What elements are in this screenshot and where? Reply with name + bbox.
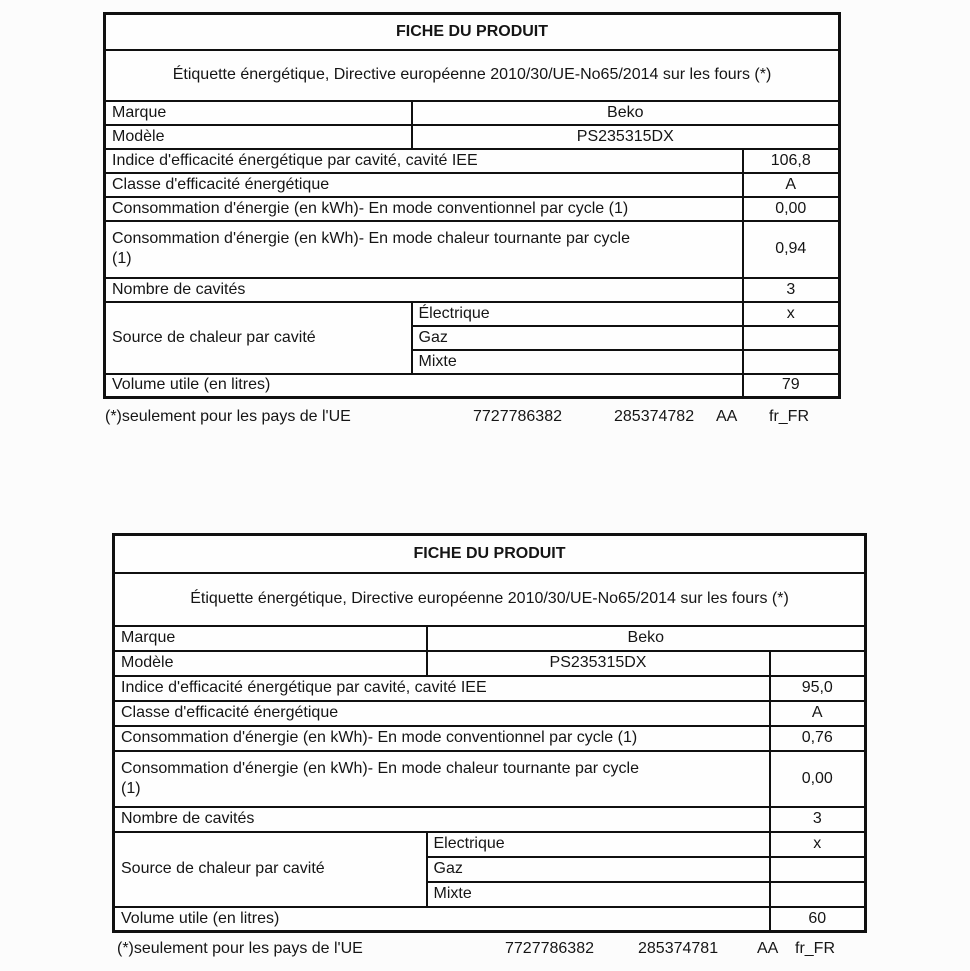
table-row [114,726,866,751]
marque-label: Marque [105,101,412,125]
marque-label: Marque [114,626,427,651]
nombre-cavites-label: Nombre de cavités [105,278,743,302]
fiche-title: FICHE DU PRODUIT [114,535,866,573]
source-option-gaz-value [743,326,840,350]
table-row [105,101,840,125]
footer-locale: fr_FR [769,408,809,425]
conso-tournante-value: 0,00 [770,751,866,807]
volume-value: 60 [770,907,866,932]
conso-tournante-label [105,221,743,278]
table-row [114,535,866,573]
table-row [105,50,840,101]
footer-part-number: 285374781 [638,940,719,957]
fiche-footer [112,940,865,966]
source-chaleur-label: Source de chaleur par cavité [114,832,427,907]
conso-conventionnel-value: 0,76 [770,726,866,751]
source-option-mixte-label: Mixte [412,350,743,374]
table-row [105,197,840,221]
footer-note: (*)seulement pour les pays de l'UE [105,408,351,425]
conso-tournante-label [114,751,770,807]
conso-tournante-label-line2: (1) [112,250,132,267]
table-row [105,149,840,173]
volume-label: Volume utile (en litres) [105,374,743,398]
fiche-table-2 [112,533,867,933]
iee-value: 95,0 [770,676,866,701]
table-row [114,573,866,626]
conso-tournante-label-line1: Consommation d'énergie (en kWh)- En mode chaleur tournante par cycle [121,759,639,777]
fiche-footer [103,408,839,434]
table-row [105,302,840,326]
source-option-mixte-value [743,350,840,374]
table-row [105,374,840,398]
conso-conventionnel-label: Consommation d'énergie (en kWh)- En mode conventionnel par cycle (1) [105,197,743,221]
conso-tournante-label-line2: (1) [121,779,141,797]
table-row [105,14,840,50]
table-row [114,751,866,807]
nombre-cavites-label: Nombre de cavités [114,807,770,832]
classe-label: Classe d'efficacité énergétique [114,701,770,726]
source-option-gaz-value [770,857,866,882]
source-option-electrique-value: x [743,302,840,326]
footer-document-number: 7727786382 [505,940,594,957]
table-row [114,701,866,726]
source-option-electrique-label: Electrique [427,832,770,857]
table-row [114,832,866,857]
source-option-electrique-label: Électrique [412,302,743,326]
fiche-title: FICHE DU PRODUIT [105,14,840,50]
classe-label: Classe d'efficacité énergétique [105,173,743,197]
footer-revision: AA [716,408,738,425]
source-option-electrique-value: x [770,832,866,857]
footer-locale: fr_FR [795,940,835,957]
footer-note: (*)seulement pour les pays de l'UE [117,940,363,957]
conso-conventionnel-label: Consommation d'énergie (en kWh)- En mode conventionnel par cycle (1) [114,726,770,751]
conso-tournante-value: 0,94 [743,221,840,278]
product-fiche-sheet-2 [112,533,865,966]
fiche-subtitle: Étiquette énergétique, Directive européenne 2010/30/UE-No65/2014 sur les fours (*) [114,573,866,626]
classe-value: A [743,173,840,197]
marque-value: Beko [412,101,840,125]
nombre-cavites-value: 3 [770,807,866,832]
fiche-table-1 [103,12,841,399]
iee-label: Indice d'efficacité énergétique par cavité, cavité IEE [114,676,770,701]
table-row [114,676,866,701]
footer-document-number: 7727786382 [473,408,562,425]
modele-value: PS235315DX [427,651,770,676]
volume-value: 79 [743,374,840,398]
table-row [114,907,866,932]
footer-part-number: 285374782 [614,408,695,425]
table-row [105,125,840,149]
table-row [105,221,840,278]
table-row [105,173,840,197]
modele-value: PS235315DX [412,125,840,149]
modele-label: Modèle [114,651,427,676]
source-chaleur-label: Source de chaleur par cavité [105,302,412,374]
conso-conventionnel-value: 0,00 [743,197,840,221]
modele-label: Modèle [105,125,412,149]
product-fiche-sheet-1 [103,12,839,434]
classe-value: A [770,701,866,726]
iee-label: Indice d'efficacité énergétique par cavité, cavité IEE [105,149,743,173]
conso-tournante-label-line1: Consommation d'énergie (en kWh)- En mode chaleur tournante par cycle [112,230,630,248]
table-row [105,278,840,302]
marque-value: Beko [427,626,866,651]
source-option-mixte-value [770,882,866,907]
source-option-gaz-label: Gaz [427,857,770,882]
table-row [114,651,866,676]
modele-empty-cell [770,651,866,676]
footer-revision: AA [757,940,779,957]
table-row [114,626,866,651]
volume-label: Volume utile (en litres) [114,907,770,932]
source-option-gaz-label: Gaz [412,326,743,350]
table-row [114,807,866,832]
iee-value: 106,8 [743,149,840,173]
source-option-mixte-label: Mixte [427,882,770,907]
nombre-cavites-value: 3 [743,278,840,302]
fiche-subtitle: Étiquette énergétique, Directive européenne 2010/30/UE-No65/2014 sur les fours (*) [105,50,840,101]
